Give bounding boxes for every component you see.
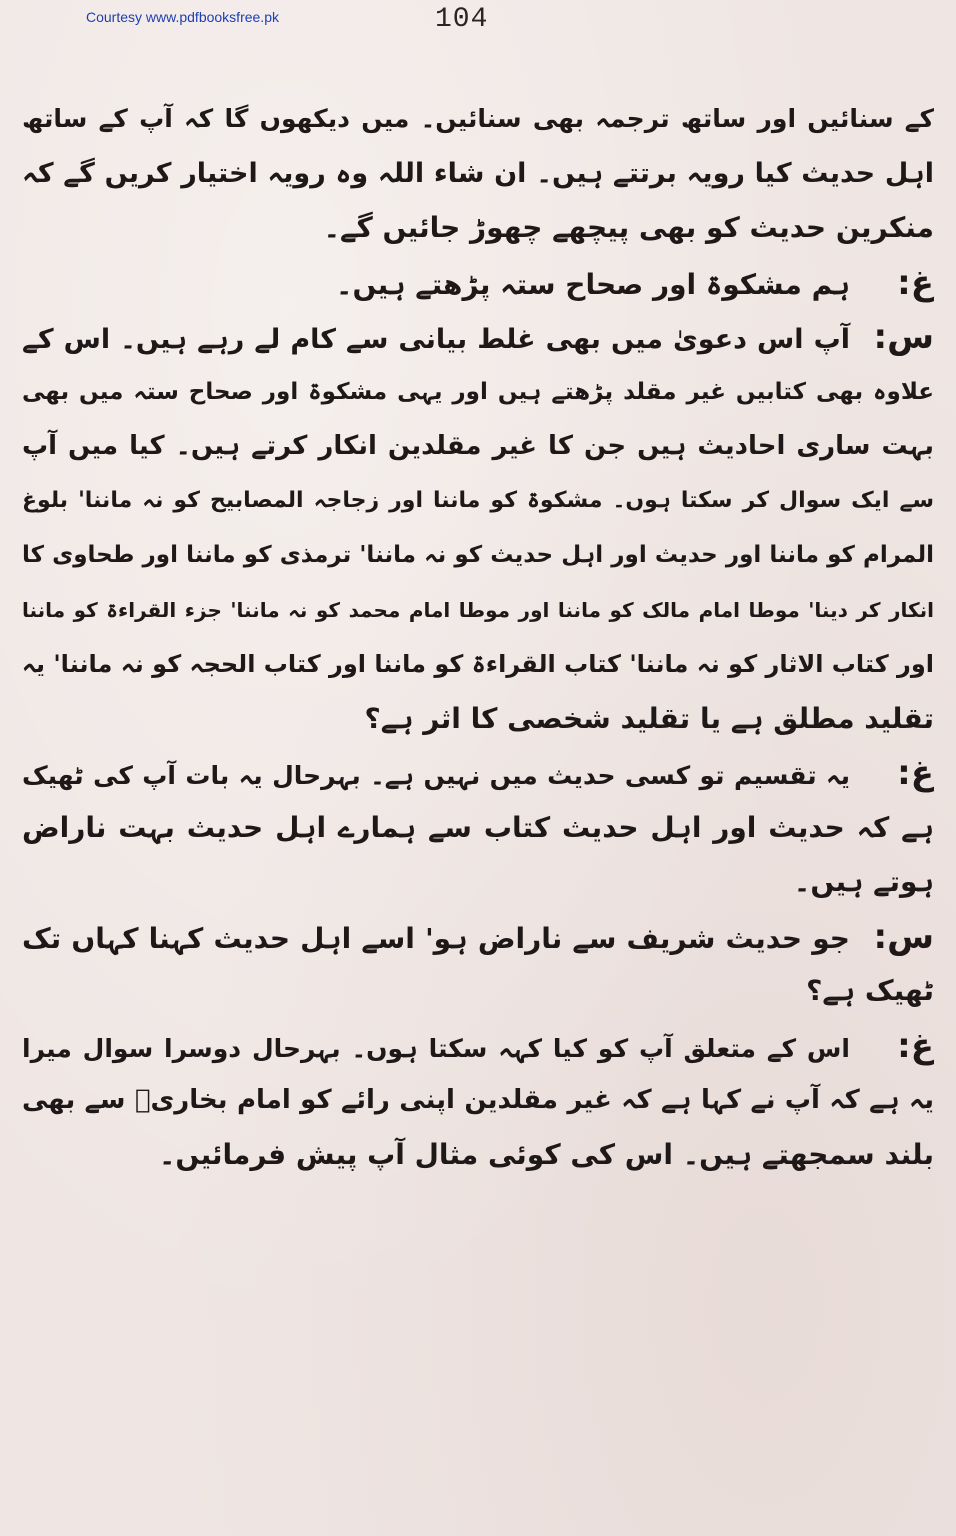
text-line <box>22 801 934 856</box>
line-text: بہت ساری احادیث ہیں جن کا غیر مقلدین انکار کرتے ہیں۔ کیا میں آپ <box>22 431 934 461</box>
text-line <box>22 910 934 965</box>
line-text: ٹھیک ہے؟ <box>806 974 934 1007</box>
courtesy-watermark: Courtesy www.pdfbooksfree.pk <box>86 9 279 25</box>
line-text: بلند سمجھتے ہیں۔ اس کی کوئی مثال آپ پیش فرمائیں۔ <box>158 1137 934 1171</box>
line-text: المرام کو ماننا اور حدیث اور اہل حدیث کو نہ ماننا' ترمذی کو ماننا اور طحاوی کا <box>22 542 934 568</box>
text-line <box>22 310 934 365</box>
text-line <box>22 419 934 474</box>
line-text: آپ اس دعویٰ میں بھی غلط بیانی سے کام لے رہے ہیں۔ اس کے <box>22 324 850 355</box>
text-line <box>22 855 934 910</box>
line-text: علاوہ بھی کتابیں غیر مقلد پڑھتے ہیں اور یہی مشکوۃ اور صحاح ستہ میں بھی <box>22 378 934 405</box>
text-line <box>22 365 934 420</box>
line-text: تقلید مطلق ہے یا تقلید شخصی کا اثر ہے؟ <box>364 701 934 735</box>
text-line <box>22 637 934 692</box>
line-text: یہ ہے کہ آپ نے کہا ہے کہ غیر مقلدین اپنی رائے کو امام بخاریؒ سے بھی <box>22 1085 934 1115</box>
text-line <box>22 692 934 747</box>
text-line <box>22 474 934 529</box>
line-text: ہوتے ہیں۔ <box>793 865 934 898</box>
line-text: جو حدیث شریف سے ناراض ہو' اسے اہل حدیث کہنا کہاں تک <box>22 921 850 955</box>
text-line <box>22 583 934 638</box>
text-line <box>22 201 934 256</box>
text-line <box>22 964 934 1019</box>
line-text: اہل حدیث کیا رویہ برتتے ہیں۔ ان شاء اللہ وہ رویہ اختیار کریں گے کہ <box>22 157 934 189</box>
line-text: ہم مشکوۃ اور صحاح ستہ پڑھتے ہیں۔ <box>336 267 850 301</box>
line-text: یہ تقسیم تو کسی حدیث میں نہیں ہے۔ بہرحال یہ بات آپ کی ٹھیک <box>22 761 850 790</box>
text-line <box>22 746 934 801</box>
speaker-label: س: <box>873 317 934 357</box>
line-text: سے ایک سوال کر سکتا ہوں۔ مشکوۃ کو ماننا اور زجاجہ المصابیح کو نہ ماننا' بلوغ <box>22 487 934 513</box>
line-text: کے سنائیں اور ساتھ ترجمہ بھی سنائیں۔ میں دیکھوں گا کہ آپ کے ساتھ <box>22 104 934 133</box>
urdu-dialogue-text <box>22 92 934 1182</box>
line-text: اس کے متعلق آپ کو کیا کہہ سکتا ہوں۔ بہرحال دوسرا سوال میرا <box>22 1033 850 1063</box>
text-line <box>22 147 934 202</box>
text-line <box>22 1128 934 1183</box>
text-line <box>22 1019 934 1074</box>
text-line <box>22 528 934 583</box>
page-number: 104 <box>435 4 489 35</box>
line-text: ہے کہ حدیث اور اہل حدیث کتاب سے ہمارے اہل حدیث بہت ناراض <box>22 810 934 844</box>
text-line <box>22 92 934 147</box>
speaker-label: غ: <box>897 1025 934 1066</box>
speaker-label: س: <box>873 916 934 957</box>
line-text: منکرین حدیث کو بھی پیچھے چھوڑ جائیں گے۔ <box>323 211 934 244</box>
speaker-label: غ: <box>897 753 934 793</box>
line-text: اور کتاب الاثار کو نہ ماننا' کتاب القراءۃ کو ماننا اور کتاب الحجہ کو نہ ماننا' یہ <box>22 650 934 678</box>
line-text: انکار کر دینا' موطا امام مالک کو ماننا اور موطا امام محمد کو نہ ماننا' جزء القراءۃ کو ماننا <box>22 597 934 622</box>
text-line <box>22 1073 934 1128</box>
text-line <box>22 256 934 311</box>
speaker-label: غ: <box>897 262 934 303</box>
